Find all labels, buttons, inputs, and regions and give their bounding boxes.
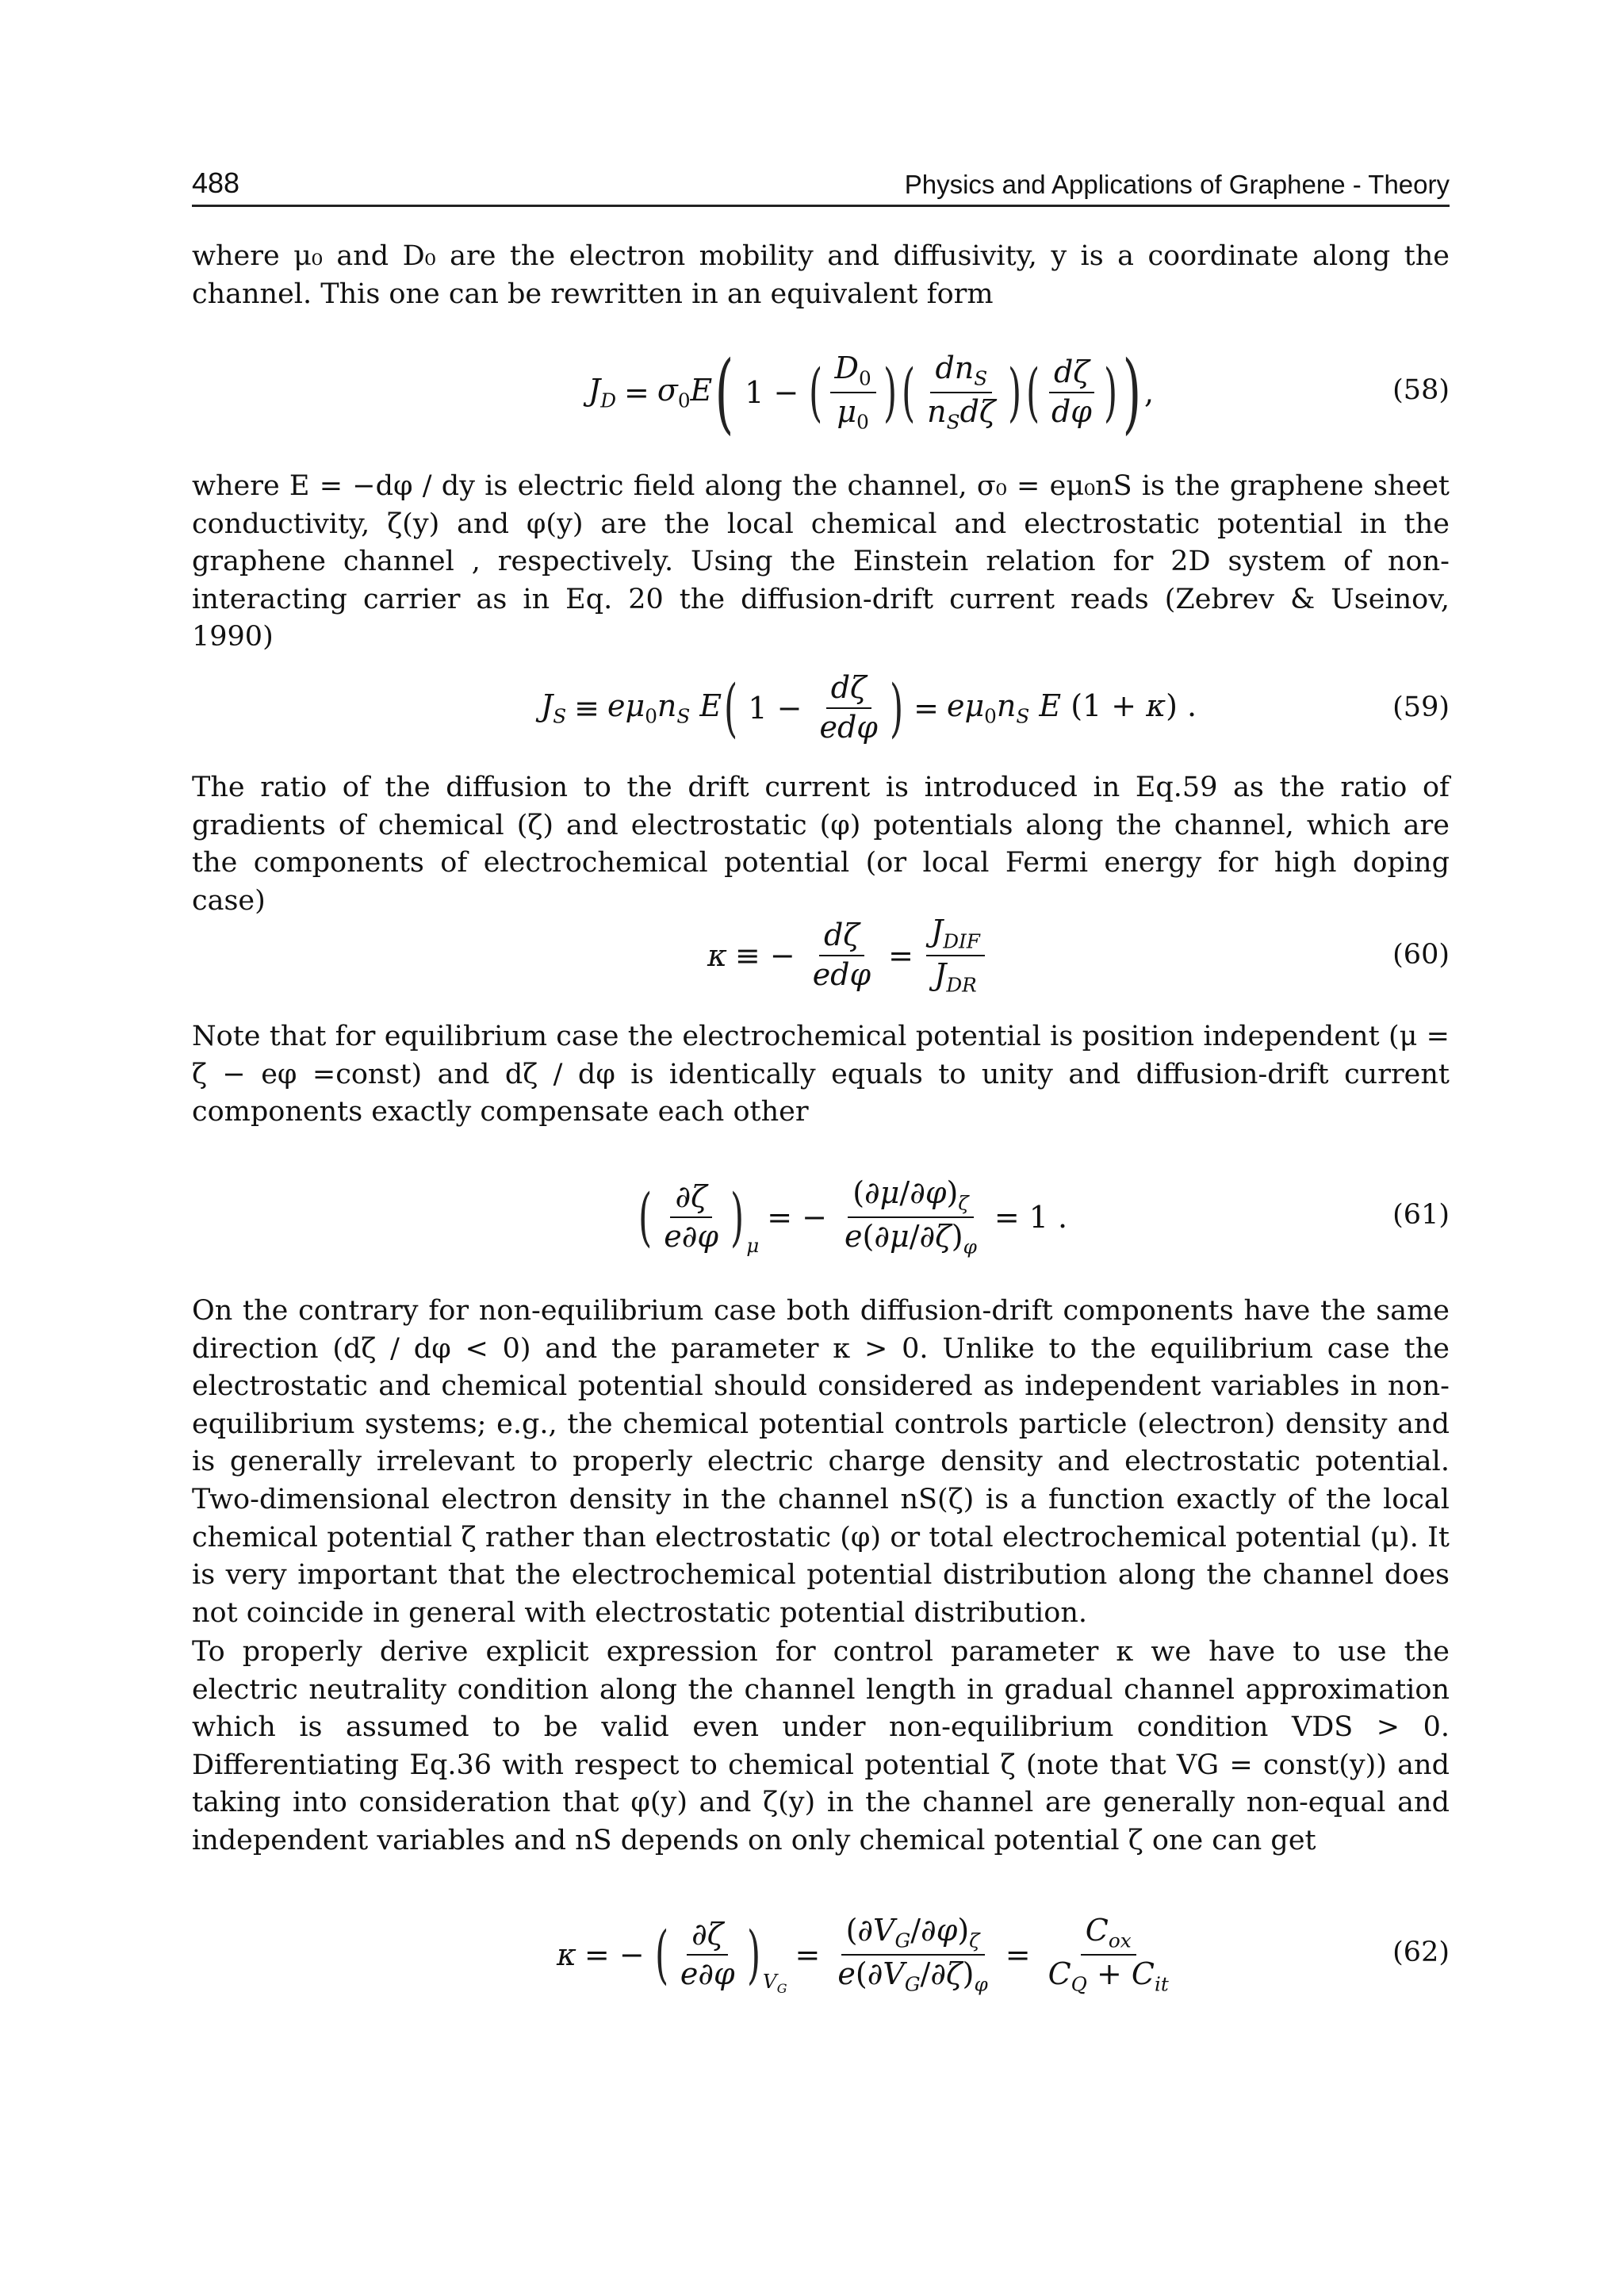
equation-60-number: (60) bbox=[1392, 939, 1450, 971]
page-number: 488 bbox=[192, 167, 240, 199]
paragraph-4: Note that for equilibrium case the electrochemical potential is position independent (μ = ζ − eφ =const) and dζ / dφ is identically equals to unity and diffusion-drift current components exactly compensate each other bbox=[192, 1021, 1450, 1128]
equation-60-body: κ ≡ − $\frac{d\zeta}{\text{edφ}}$ = $\frac{J_{DIF}}{J_{DR}}$ bbox=[707, 904, 990, 1007]
equation-59 bbox=[192, 657, 1450, 760]
equation-62 bbox=[192, 1895, 1450, 2014]
equation-59-body: $J_S$ ≡ $e\mu_0n_S$ E ( 1 − $\frac{d\zeta}{\text{edφ}}$ ) = $e\mu_0n_S$ E (1 + κ) . bbox=[541, 670, 1197, 745]
paragraph-2: where E = −dφ / dy is electric field along the channel, σ₀ = eμ₀nS is the graphene sheet conductivity, ζ(y) and φ(y) are the local chemical and electrostatic potential in the graphene channel , respectively. Using the Einstein relation for 2D system of non-interacting carrier as in Eq. 20 the diffusion-drift current reads (Zebrev & Useinov, 1990) bbox=[192, 470, 1450, 653]
equation-61-body: ( $\frac{\partial\zeta}{e\partial\varphi}$ ) $_\mu$ = − $\frac{(\partial\mu/\partial\varphi)_\zeta}{e(\partial\mu/\partial\zeta)_\varphi}$ = 1 . bbox=[638, 1175, 1068, 1259]
equation-62-body: κ = − ( $\frac{\partial\zeta}{e\partial\varphi}$ ) $_{V_G}$ = $\frac{(\partial V_G/\partial\varphi)_\zeta}{e(\partial V_G/\partial\zeta)_\varphi}$ = $\frac{C_{ox}}{C_Q + C_{it}}$ bbox=[557, 1913, 1169, 1996]
equation-59-number: (59) bbox=[1392, 692, 1450, 723]
page-header bbox=[192, 163, 1450, 207]
paragraph-5: On the contrary for non-equilibrium case both diffusion-drift components have the same direction (dζ / dφ < 0) and the parameter κ > 0. Unlike to the equilibrium case the electrostatic and chemical potential should considered as independent variables in non-equilibrium systems; e.g., the chemical potential controls particle (electron) density and is generally irrelevant to properly electric charge density and electrostatic potential. Two-dimensional electron density in the channel nS(ζ) is a function exactly of the local chemical potential ζ rather than electrostatic (φ) or total electrochemical potential (μ). It is very important that the electrochemical potential distribution along the channel does not coincide in general with electrostatic potential distribution. bbox=[192, 1295, 1450, 1629]
paragraph-3: The ratio of the diffusion to the drift current is introduced in Eq.59 as the ratio of gradients of chemical (ζ) and electrostatic (φ) potentials along the channel, which are the components of electrochemical potential (or local Fermi energy for high doping case) bbox=[192, 772, 1450, 917]
equation-62-number: (62) bbox=[1392, 1937, 1450, 1968]
equation-58 bbox=[192, 333, 1450, 452]
equation-58-body: $J_D$ = $\sigma_0E$ ( 1 − ( $\frac{D_0}{\mu_0}$ ) ( $\frac{dn_S}{n_Sd\zeta}$ ) ( $\frac{d\zeta}{d\varphi}$ ) ) , bbox=[588, 342, 1155, 443]
paragraph-6: To properly derive explicit expression for control parameter κ we have to use the electric neutrality condition along the channel length in gradual channel approximation which is assumed to be valid even under non-equilibrium condition VDS > 0. Differentiating Eq.36 with respect to chemical potential ζ (note that VG = const(y)) and taking into consideration that φ(y) and ζ(y) in the channel are generally non-equal and independent variables and nS depends on only chemical potential ζ one can get bbox=[192, 1636, 1450, 1856]
running-title: Physics and Applications of Graphene - Theory bbox=[904, 170, 1450, 199]
equation-58-number: (58) bbox=[1392, 374, 1450, 406]
equation-61-number: (61) bbox=[1392, 1199, 1450, 1231]
equation-60 bbox=[192, 904, 1450, 1007]
equation-61 bbox=[192, 1158, 1450, 1277]
paragraph-1: where μ₀ and D₀ are the electron mobility and diffusivity, y is a coordinate along the channel. This one can be rewritten in an equivalent form bbox=[192, 240, 1450, 310]
